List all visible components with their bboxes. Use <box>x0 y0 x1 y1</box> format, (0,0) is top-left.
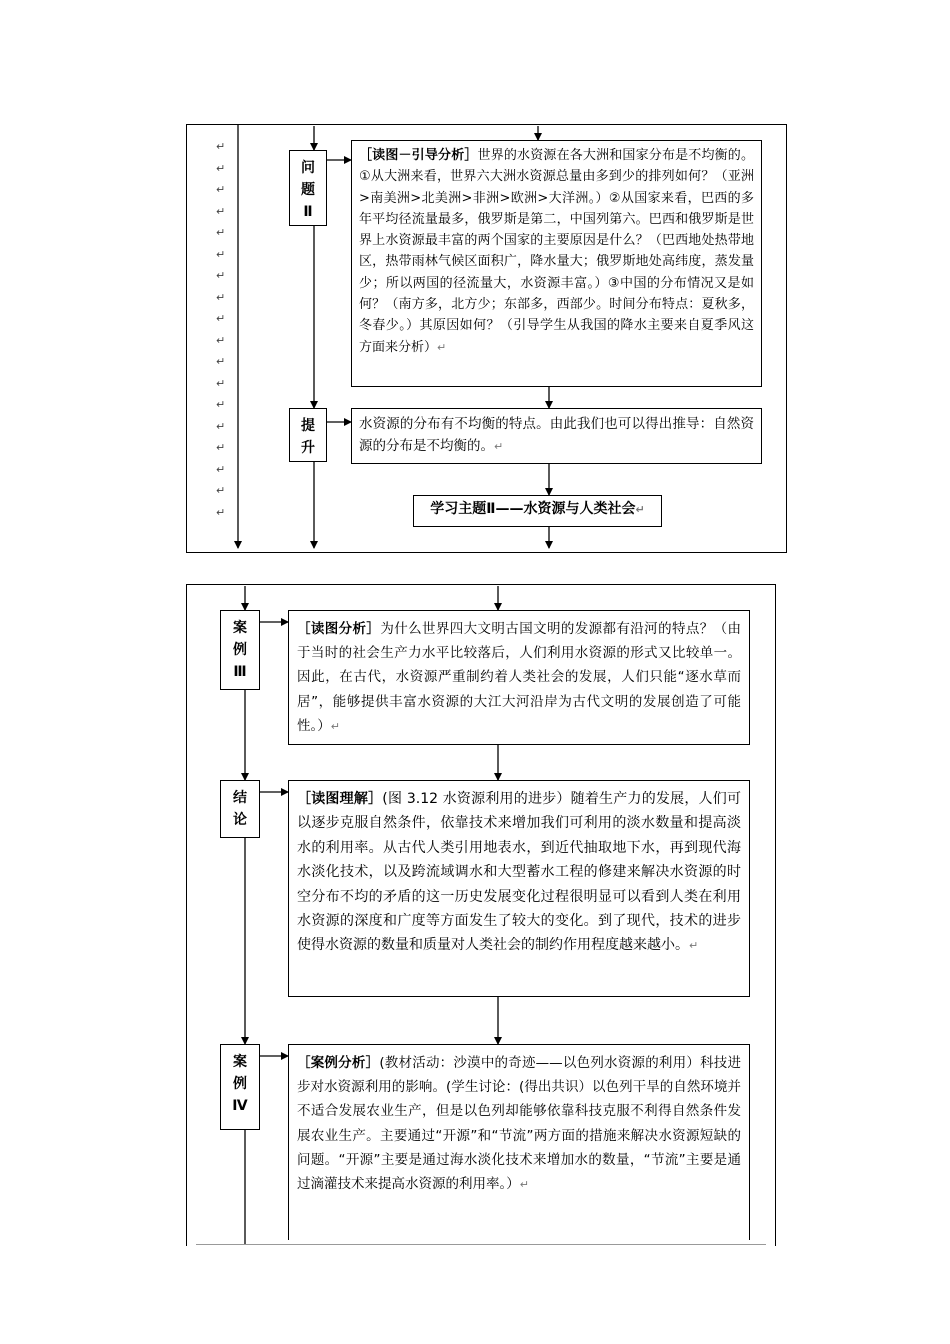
lift-label-box: 提 升 <box>289 408 327 462</box>
issue-2-label-box: 问 题 Ⅱ <box>289 150 327 226</box>
lift-text: 水资源的分布有不均衡的特点。由此我们也可以得出推导：自然资源的分布是不均衡的。 <box>359 416 754 454</box>
paragraph-marks-column: ↵ ↵ ↵ ↵ ↵ ↵ ↵ ↵ ↵ ↵ ↵ ↵ ↵ ↵ ↵ ↵ ↵ ↵ <box>216 140 226 519</box>
case-3-heading: ［读图分析］ <box>297 621 381 637</box>
lift-text-box: 水资源的分布有不均衡的特点。由此我们也可以得出推导：自然资源的分布是不均衡的。↵ <box>351 408 762 464</box>
case-4-text-box: ［案例分析］(教材活动：沙漠中的奇迹——以色列水资源的利用）科技进步对水资源利用的影响。(学生讨论：(得出共识）以色列干旱的自然环境并不适合发展农业生产，但是以色列却能够依靠科技克服不利得自然条件发展农业生产。主要通过“开源”和“节流”两方面的措施来解决水资源短缺的问题。“开源”主要是通过海水淡化技术来增加水的数量，“节流”主要是通过滴灌技术来提高水资源的利用率。）↵ <box>288 1044 750 1240</box>
case-4-text: (教材活动：沙漠中的奇迹——以色列水资源的利用）科技进步对水资源利用的影响。(学生讨论：(得出共识）以色列干旱的自然环境并不适合发展农业生产，但是以色列却能够依靠科技克服不利得自然条件发展农业生产。主要通过“开源”和“节流”两方面的措施来解决水资源短缺的问题。“开源”主要是通过海水淡化技术来增加水的数量，“节流”主要是通过滴灌技术来提高水资源的利用率。） <box>297 1055 741 1193</box>
case-3-text: 为什么世界四大文明古国文明的发源都有沿河的特点？（由于当时的社会生产力水平比较落后，人们利用水资源的形式又比较单一。因此，在古代，水资源严重制约着人类社会的发展，人们只能“逐水草而居”，能够提供丰富水资源的大江大河沿岸为古代文明的发展创造了可能性。） <box>297 621 742 734</box>
issue-2-heading: ［读图－引导分析］ <box>359 148 478 163</box>
issue-2-text-box: ［读图－引导分析］世界的水资源在各大洲和国家分布是不均衡的。①从大洲来看，世界六大洲水资源总量由多到少的排列如何？（亚洲>南美洲>北美洲>非洲>欧洲>大洋洲。）②从国家来看，巴西的多年平均径流量最多，俄罗斯是第二，中国列第六。巴西和俄罗斯是世界上水资源最丰富的两个国家的主要原因是什么？（巴西地处热带地区，热带雨林气候区面积广，降水量大；俄罗斯地处高纬度，蒸发量少；所以两国的径流量大，水资源丰富。）③中国的分布情况又是如何？（南方多，北方少；东部多，西部少。时间分布特点：夏秋多，冬春少。）其原因如何？（引导学生从我国的降水主要来自夏季风这方面来分析）↵ <box>351 140 762 387</box>
case-3-label-box: 案 例 Ⅲ <box>220 610 260 690</box>
topic-2-title: 学习主题Ⅱ——水资源与人类社会 <box>430 501 636 517</box>
case-3-text-box: ［读图分析］为什么世界四大文明古国文明的发源都有沿河的特点？（由于当时的社会生产力水平比较落后，人们利用水资源的形式又比较单一。因此，在古代，水资源严重制约着人类社会的发展，人们只能“逐水草而居”，能够提供丰富水资源的大江大河沿岸为古代文明的发展创造了可能性。）↵ <box>288 610 750 745</box>
case-4-heading: ［案例分析］ <box>297 1055 380 1071</box>
topic-2-box: 学习主题Ⅱ——水资源与人类社会↵ <box>413 495 662 527</box>
conclusion-label-box: 结 论 <box>220 780 260 838</box>
conclusion-text: (图 3.12 水资源利用的进步）随着生产力的发展，人们可以逐步克服自然条件，依靠技术来增加我们可利用的淡水数量和提高淡水的利用率。从古代人类引用地表水，到近代抽取地下水，再到现代海水淡化技术，以及跨流域调水和大型蓄水工程的修建来解决水资源的时空分布不均的矛盾的这一历史发展变化过程很明显可以看到人类在利用水资源的深度和广度等方面发生了较大的变化。到了现代，技术的进步使得水资源的数量和质量对人类社会的制约作用程度越来越小。 <box>297 791 741 954</box>
conclusion-text-box: ［读图理解］(图 3.12 水资源利用的进步）随着生产力的发展，人们可以逐步克服自然条件，依靠技术来增加我们可利用的淡水数量和提高淡水的利用率。从古代人类引用地表水，到近代抽取地下水，再到现代海水淡化技术，以及跨流域调水和大型蓄水工程的修建来解决水资源的时空分布不均的矛盾的这一历史发展变化过程很明显可以看到人类在利用水资源的深度和广度等方面发生了较大的变化。到了现代，技术的进步使得水资源的数量和质量对人类社会的制约作用程度越来越小。↵ <box>288 780 750 997</box>
conclusion-heading: ［读图理解］ <box>297 791 383 807</box>
issue-2-text: 世界的水资源在各大洲和国家分布是不均衡的。①从大洲来看，世界六大洲水资源总量由多到少的排列如何？（亚洲>南美洲>北美洲>非洲>欧洲>大洋洲。）②从国家来看，巴西的多年平均径流量最多，俄罗斯是第二，中国列第六。巴西和俄罗斯是世界上水资源最丰富的两个国家的主要原因是什么？（巴西地处热带地区，热带雨林气候区面积广，降水量大；俄罗斯地处高纬度，蒸发量少；所以两国的径流量大，水资源丰富。）③中国的分布情况又是如何？（南方多，北方少；东部多，西部少。时间分布特点：夏秋多，冬春少。）其原因如何？（引导学生从我国的降水主要来自夏季风这方面来分析） <box>359 148 754 355</box>
case-4-label-box: 案 例 Ⅳ <box>220 1044 260 1130</box>
